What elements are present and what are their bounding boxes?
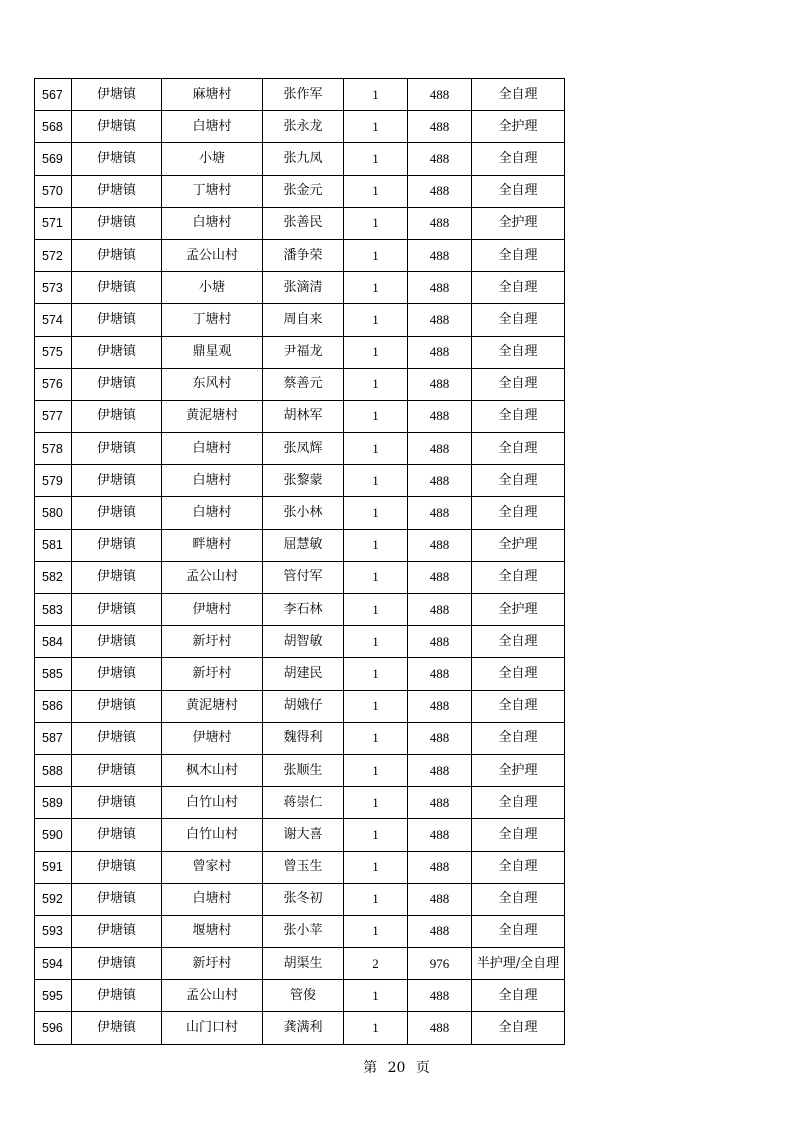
cell-person-count: 1 — [344, 368, 408, 400]
page-footer — [0, 1057, 793, 1077]
table-row — [35, 819, 565, 851]
cell-serial-number: 568 — [35, 111, 72, 143]
cell-serial-number: 582 — [35, 561, 72, 593]
cell-village: 新圩村 — [162, 948, 263, 980]
table-row — [35, 304, 565, 336]
cell-name: 屈慧敏 — [263, 529, 344, 561]
cell-town: 伊塘镇 — [72, 111, 162, 143]
cell-amount: 488 — [408, 915, 472, 947]
cell-amount: 488 — [408, 980, 472, 1012]
cell-name: 管俊 — [263, 980, 344, 1012]
cell-serial-number: 569 — [35, 143, 72, 175]
cell-name: 张顺生 — [263, 754, 344, 786]
table-row — [35, 722, 565, 754]
cell-amount: 488 — [408, 368, 472, 400]
cell-name: 曾玉生 — [263, 851, 344, 883]
cell-person-count: 1 — [344, 787, 408, 819]
cell-amount: 488 — [408, 851, 472, 883]
cell-care-level: 半护理/全自理 — [472, 948, 565, 980]
cell-town: 伊塘镇 — [72, 658, 162, 690]
cell-village: 枫木山村 — [162, 754, 263, 786]
cell-village: 白塘村 — [162, 497, 263, 529]
cell-amount: 488 — [408, 690, 472, 722]
cell-amount: 488 — [408, 433, 472, 465]
cell-name: 张黎蒙 — [263, 465, 344, 497]
cell-town: 伊塘镇 — [72, 304, 162, 336]
page-footer-prefix: 第 — [363, 1060, 378, 1076]
cell-village: 白塘村 — [162, 465, 263, 497]
cell-town: 伊塘镇 — [72, 754, 162, 786]
cell-amount: 488 — [408, 239, 472, 271]
table-row — [35, 465, 565, 497]
cell-care-level: 全自理 — [472, 272, 565, 304]
cell-name: 张凤辉 — [263, 433, 344, 465]
cell-village: 新圩村 — [162, 626, 263, 658]
cell-care-level: 全自理 — [472, 915, 565, 947]
cell-care-level: 全自理 — [472, 304, 565, 336]
table-row — [35, 433, 565, 465]
table-row — [35, 239, 565, 271]
cell-village: 白塘村 — [162, 433, 263, 465]
cell-serial-number: 580 — [35, 497, 72, 529]
cell-person-count: 1 — [344, 207, 408, 239]
cell-care-level: 全自理 — [472, 1012, 565, 1044]
cell-name: 张永龙 — [263, 111, 344, 143]
cell-town: 伊塘镇 — [72, 272, 162, 304]
cell-village: 鼎星观 — [162, 336, 263, 368]
cell-town: 伊塘镇 — [72, 787, 162, 819]
cell-name: 张冬初 — [263, 883, 344, 915]
cell-care-level: 全护理 — [472, 529, 565, 561]
cell-amount: 488 — [408, 272, 472, 304]
cell-care-level: 全自理 — [472, 626, 565, 658]
cell-care-level: 全自理 — [472, 851, 565, 883]
cell-person-count: 1 — [344, 915, 408, 947]
cell-town: 伊塘镇 — [72, 722, 162, 754]
cell-town: 伊塘镇 — [72, 433, 162, 465]
table-row — [35, 883, 565, 915]
cell-village: 丁塘村 — [162, 175, 263, 207]
cell-amount: 488 — [408, 1012, 472, 1044]
cell-care-level: 全自理 — [472, 368, 565, 400]
cell-village: 曾家村 — [162, 851, 263, 883]
cell-town: 伊塘镇 — [72, 79, 162, 111]
cell-village: 丁塘村 — [162, 304, 263, 336]
cell-care-level: 全自理 — [472, 658, 565, 690]
cell-care-level: 全自理 — [472, 787, 565, 819]
table-row — [35, 79, 565, 111]
cell-amount: 488 — [408, 658, 472, 690]
cell-village: 伊塘村 — [162, 594, 263, 626]
cell-amount: 488 — [408, 626, 472, 658]
cell-care-level: 全自理 — [472, 143, 565, 175]
cell-serial-number: 589 — [35, 787, 72, 819]
cell-person-count: 1 — [344, 465, 408, 497]
cell-name: 周自来 — [263, 304, 344, 336]
cell-name: 张小林 — [263, 497, 344, 529]
cell-care-level: 全自理 — [472, 980, 565, 1012]
cell-village: 白塘村 — [162, 207, 263, 239]
cell-amount: 488 — [408, 465, 472, 497]
cell-person-count: 1 — [344, 497, 408, 529]
cell-town: 伊塘镇 — [72, 851, 162, 883]
table-row — [35, 497, 565, 529]
cell-care-level: 全自理 — [472, 819, 565, 851]
cell-serial-number: 585 — [35, 658, 72, 690]
cell-name: 尹福龙 — [263, 336, 344, 368]
cell-name: 蒋崇仁 — [263, 787, 344, 819]
cell-town: 伊塘镇 — [72, 497, 162, 529]
cell-care-level: 全护理 — [472, 111, 565, 143]
cell-person-count: 1 — [344, 143, 408, 175]
cell-person-count: 1 — [344, 239, 408, 271]
cell-serial-number: 573 — [35, 272, 72, 304]
cell-amount: 488 — [408, 754, 472, 786]
cell-town: 伊塘镇 — [72, 980, 162, 1012]
cell-village: 畔塘村 — [162, 529, 263, 561]
table-row — [35, 948, 565, 980]
cell-name: 张作军 — [263, 79, 344, 111]
cell-person-count: 1 — [344, 754, 408, 786]
table-row — [35, 915, 565, 947]
cell-village: 孟公山村 — [162, 239, 263, 271]
cell-village: 伊塘村 — [162, 722, 263, 754]
cell-name: 谢大喜 — [263, 819, 344, 851]
cell-village: 山门口村 — [162, 1012, 263, 1044]
cell-name: 胡渠生 — [263, 948, 344, 980]
table-row — [35, 980, 565, 1012]
cell-serial-number: 595 — [35, 980, 72, 1012]
cell-name: 胡智敏 — [263, 626, 344, 658]
cell-serial-number: 588 — [35, 754, 72, 786]
cell-serial-number: 592 — [35, 883, 72, 915]
cell-amount: 488 — [408, 143, 472, 175]
cell-person-count: 1 — [344, 529, 408, 561]
table-row — [35, 336, 565, 368]
cell-care-level: 全自理 — [472, 690, 565, 722]
cell-care-level: 全自理 — [472, 722, 565, 754]
cell-serial-number: 575 — [35, 336, 72, 368]
cell-person-count: 1 — [344, 336, 408, 368]
beneficiary-table — [34, 78, 565, 1045]
cell-village: 东风村 — [162, 368, 263, 400]
cell-town: 伊塘镇 — [72, 175, 162, 207]
cell-serial-number: 571 — [35, 207, 72, 239]
cell-care-level: 全自理 — [472, 883, 565, 915]
cell-town: 伊塘镇 — [72, 948, 162, 980]
cell-person-count: 1 — [344, 304, 408, 336]
cell-person-count: 1 — [344, 433, 408, 465]
cell-person-count: 1 — [344, 1012, 408, 1044]
cell-person-count: 1 — [344, 561, 408, 593]
cell-serial-number: 591 — [35, 851, 72, 883]
table-row — [35, 143, 565, 175]
cell-name: 胡娥仔 — [263, 690, 344, 722]
cell-care-level: 全自理 — [472, 433, 565, 465]
cell-care-level: 全护理 — [472, 754, 565, 786]
cell-serial-number: 572 — [35, 239, 72, 271]
cell-care-level: 全自理 — [472, 336, 565, 368]
cell-serial-number: 587 — [35, 722, 72, 754]
cell-amount: 488 — [408, 529, 472, 561]
cell-care-level: 全自理 — [472, 497, 565, 529]
cell-person-count: 1 — [344, 819, 408, 851]
cell-serial-number: 594 — [35, 948, 72, 980]
cell-care-level: 全自理 — [472, 400, 565, 432]
cell-care-level: 全自理 — [472, 465, 565, 497]
cell-amount: 488 — [408, 594, 472, 626]
cell-serial-number: 577 — [35, 400, 72, 432]
cell-amount: 488 — [408, 722, 472, 754]
cell-serial-number: 596 — [35, 1012, 72, 1044]
table-body — [35, 79, 565, 1045]
cell-village: 孟公山村 — [162, 561, 263, 593]
table-row — [35, 626, 565, 658]
cell-town: 伊塘镇 — [72, 594, 162, 626]
cell-village: 新圩村 — [162, 658, 263, 690]
cell-name: 潘争荣 — [263, 239, 344, 271]
cell-amount: 488 — [408, 111, 472, 143]
cell-serial-number: 576 — [35, 368, 72, 400]
cell-amount: 488 — [408, 561, 472, 593]
cell-amount: 488 — [408, 175, 472, 207]
table-row — [35, 754, 565, 786]
table-row — [35, 400, 565, 432]
cell-person-count: 1 — [344, 111, 408, 143]
table-row — [35, 787, 565, 819]
table-row — [35, 272, 565, 304]
cell-name: 魏得利 — [263, 722, 344, 754]
cell-amount: 488 — [408, 207, 472, 239]
cell-serial-number: 567 — [35, 79, 72, 111]
cell-serial-number: 583 — [35, 594, 72, 626]
cell-town: 伊塘镇 — [72, 368, 162, 400]
cell-care-level: 全护理 — [472, 207, 565, 239]
cell-town: 伊塘镇 — [72, 819, 162, 851]
cell-amount: 488 — [408, 400, 472, 432]
cell-person-count: 1 — [344, 690, 408, 722]
cell-amount: 488 — [408, 819, 472, 851]
cell-person-count: 1 — [344, 594, 408, 626]
cell-name: 李石林 — [263, 594, 344, 626]
cell-person-count: 1 — [344, 658, 408, 690]
cell-village: 白塘村 — [162, 883, 263, 915]
cell-person-count: 1 — [344, 272, 408, 304]
cell-name: 胡林军 — [263, 400, 344, 432]
table-row — [35, 690, 565, 722]
table-row — [35, 1012, 565, 1044]
cell-village: 孟公山村 — [162, 980, 263, 1012]
cell-village: 黄泥塘村 — [162, 400, 263, 432]
cell-town: 伊塘镇 — [72, 1012, 162, 1044]
cell-village: 白塘村 — [162, 111, 263, 143]
cell-person-count: 1 — [344, 175, 408, 207]
cell-serial-number: 570 — [35, 175, 72, 207]
cell-care-level: 全自理 — [472, 79, 565, 111]
page-footer-suffix: 页 — [415, 1060, 430, 1076]
table-row — [35, 529, 565, 561]
cell-serial-number: 586 — [35, 690, 72, 722]
cell-village: 小塘 — [162, 272, 263, 304]
cell-name: 蔡善元 — [263, 368, 344, 400]
cell-amount: 976 — [408, 948, 472, 980]
table-row — [35, 594, 565, 626]
cell-town: 伊塘镇 — [72, 561, 162, 593]
cell-person-count: 1 — [344, 626, 408, 658]
table-row — [35, 658, 565, 690]
cell-serial-number: 578 — [35, 433, 72, 465]
cell-person-count: 1 — [344, 79, 408, 111]
page-number: 20 — [387, 1060, 406, 1076]
cell-village: 白竹山村 — [162, 819, 263, 851]
cell-serial-number: 590 — [35, 819, 72, 851]
cell-serial-number: 574 — [35, 304, 72, 336]
cell-person-count: 1 — [344, 980, 408, 1012]
cell-town: 伊塘镇 — [72, 465, 162, 497]
cell-care-level: 全自理 — [472, 175, 565, 207]
cell-care-level: 全护理 — [472, 594, 565, 626]
cell-person-count: 1 — [344, 883, 408, 915]
table-row — [35, 111, 565, 143]
cell-name: 张小苹 — [263, 915, 344, 947]
cell-amount: 488 — [408, 336, 472, 368]
table-row — [35, 851, 565, 883]
cell-village: 堰塘村 — [162, 915, 263, 947]
cell-town: 伊塘镇 — [72, 143, 162, 175]
table-row — [35, 207, 565, 239]
table-row — [35, 175, 565, 207]
cell-serial-number: 593 — [35, 915, 72, 947]
cell-amount: 488 — [408, 883, 472, 915]
cell-village: 麻塘村 — [162, 79, 263, 111]
cell-serial-number: 581 — [35, 529, 72, 561]
cell-amount: 488 — [408, 497, 472, 529]
cell-care-level: 全自理 — [472, 239, 565, 271]
cell-amount: 488 — [408, 79, 472, 111]
cell-town: 伊塘镇 — [72, 336, 162, 368]
cell-care-level: 全自理 — [472, 561, 565, 593]
cell-town: 伊塘镇 — [72, 883, 162, 915]
cell-town: 伊塘镇 — [72, 626, 162, 658]
cell-serial-number: 579 — [35, 465, 72, 497]
cell-village: 白竹山村 — [162, 787, 263, 819]
cell-name: 张善民 — [263, 207, 344, 239]
cell-person-count: 1 — [344, 851, 408, 883]
cell-person-count: 1 — [344, 400, 408, 432]
cell-serial-number: 584 — [35, 626, 72, 658]
cell-name: 张金元 — [263, 175, 344, 207]
cell-person-count: 1 — [344, 722, 408, 754]
cell-village: 小塘 — [162, 143, 263, 175]
cell-name: 胡建民 — [263, 658, 344, 690]
cell-name: 龚满利 — [263, 1012, 344, 1044]
cell-town: 伊塘镇 — [72, 207, 162, 239]
cell-name: 张滴清 — [263, 272, 344, 304]
cell-name: 管付军 — [263, 561, 344, 593]
cell-amount: 488 — [408, 787, 472, 819]
table-row — [35, 561, 565, 593]
cell-amount: 488 — [408, 304, 472, 336]
cell-person-count: 2 — [344, 948, 408, 980]
table-row — [35, 368, 565, 400]
cell-town: 伊塘镇 — [72, 915, 162, 947]
cell-village: 黄泥塘村 — [162, 690, 263, 722]
cell-name: 张九凤 — [263, 143, 344, 175]
cell-town: 伊塘镇 — [72, 400, 162, 432]
cell-town: 伊塘镇 — [72, 529, 162, 561]
cell-town: 伊塘镇 — [72, 239, 162, 271]
cell-town: 伊塘镇 — [72, 690, 162, 722]
